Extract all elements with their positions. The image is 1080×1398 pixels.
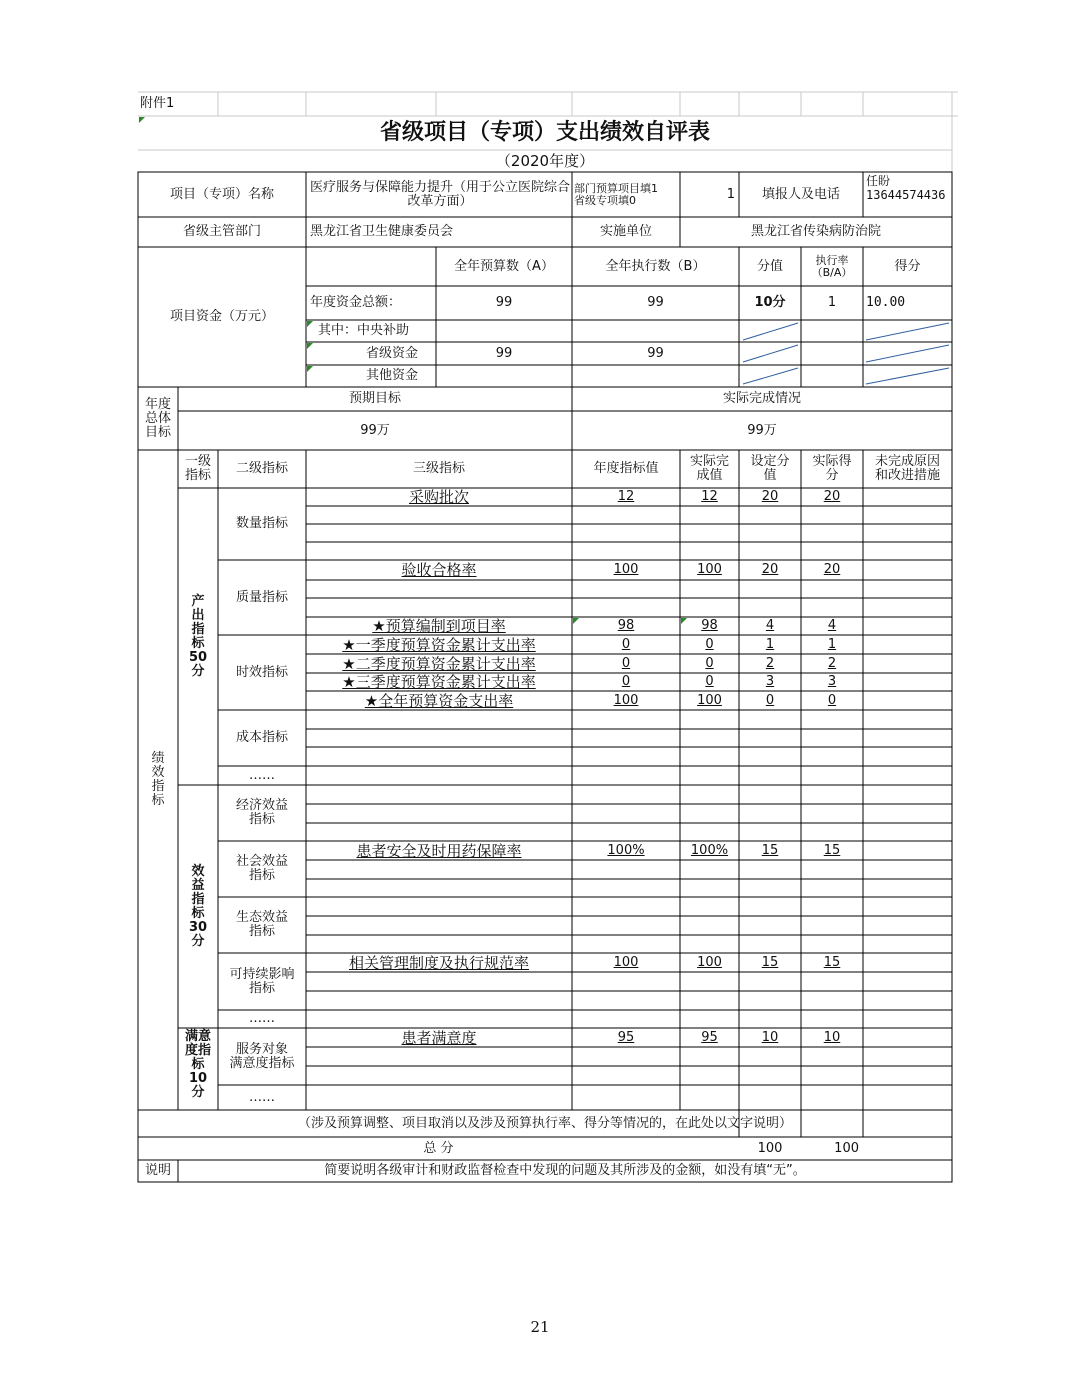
funds-header-rate: 执行率 （B/A） [811,253,853,279]
funds-rate: 1 [827,295,837,310]
year-label: （2020年度） [495,152,595,170]
metric-got-1: 20 [823,562,841,577]
metric-got-5: 3 [827,674,837,689]
funds-score-value: 10分 [754,295,786,310]
metric-set-5: 3 [765,674,775,689]
metric-set-8: 15 [761,954,779,970]
funds-row-total-b: 99 [647,295,664,310]
goal-actual-value: 99万 [747,422,777,438]
funds-header-score: 得分 [894,258,921,274]
perf-header-set: 设定分 值 [750,454,790,483]
funds-row-central-b [572,320,739,342]
attachment-label: 附件1 [140,96,175,111]
perf-header-actual: 实际完 成值 [689,454,729,483]
dept-budget-value: 1 [726,186,735,202]
level2-cost: 成本指标 [235,730,288,745]
metric-actual-2: 98 [701,618,718,633]
project-name-value: 医疗服务与保障能力提升（用于公立医院综合改革方面） [310,179,570,209]
metric-target-1: 100 [613,562,639,577]
perf-header-got: 实际得 分 [812,454,852,483]
metric-name-7: 患者安全及时用药保障率 [356,841,522,860]
funds-header-a: 全年预算数（A） [454,258,554,274]
funds-row-total-a: 99 [495,295,513,310]
funds-row-other-b [572,365,739,387]
metric-name-6: ★全年预算资金支出率 [364,691,514,710]
dept-value: 黑龙江省卫生健康委员会 [310,224,454,239]
funds-row-central-a [436,320,572,342]
metric-got-9: 10 [823,1029,841,1045]
dept-label: 省级主管部门 [182,224,261,239]
funds-row-provincial-b: 99 [647,345,664,361]
remark-value: 简要说明各级审计和财政监督检查中发现的问题及其所涉及的金额，如没有填“无”。 [324,1163,806,1178]
level2-quantity: 数量指标 [235,516,288,531]
metric-set-6: 0 [765,692,775,708]
dept-budget-label: 部门预算项目填1 省级专项填0 [574,181,658,207]
metric-actual-6: 100 [697,692,722,708]
metric-name-0: 采购批次 [408,488,469,506]
metric-set-4: 2 [765,655,775,671]
project-name-label: 项目（专项）名称 [169,186,274,202]
metric-name-9: 患者满意度 [401,1028,477,1047]
metric-got-4: 2 [827,655,837,671]
total-got: 100 [834,1140,859,1156]
level2-timeliness: 时效指标 [235,664,288,680]
metric-name-1: 验收合格率 [401,561,477,579]
metric-target-2: 98 [617,618,635,633]
metric-set-1: 20 [761,562,779,577]
funds-row-total-label: 年度资金总额： [310,295,402,310]
perf-header-target: 年度指标值 [593,461,659,476]
metric-name-8: 相关管理制度及执行规范率 [348,953,529,972]
metric-target-8: 100 [613,954,639,970]
metric-target-9: 95 [617,1029,635,1045]
funds-row-other-label: 其他资金 [366,368,419,383]
perf-header-reason: 未完成原因 和改进措施 [874,454,940,483]
perf-header-level2: 二级指标 [235,461,288,476]
level1-satisfaction: 满意 度指 标 10 分 [184,1029,211,1100]
level1-benefit: 效 益 指 标 30 分 [188,863,208,949]
funds-row-other-a [436,365,572,387]
goal-expected-label: 预期目标 [348,391,401,406]
metric-actual-7: 100% [690,842,729,858]
metric-target-0: 12 [617,489,635,504]
level2-social: 社会效益 指标 [235,854,288,883]
level2-economic: 经济效益 指标 [235,798,288,827]
level2-quality: 质量指标 [235,589,288,605]
funds-row-provincial-label: 省级资金 [366,345,419,361]
level1-output: 产 出 指 标 50 分 [188,593,208,679]
remark-label: 说明 [144,1163,171,1178]
goal-expected-value: 99万 [360,422,390,438]
metric-actual-5: 0 [705,674,714,689]
level2-sustainable: 可持续影响 指标 [229,966,295,996]
metric-got-0: 20 [823,489,841,504]
metric-set-2: 4 [765,618,775,633]
metric-got-3: 1 [827,636,837,652]
perf-header-level3: 三级指标 [412,461,465,476]
metric-name-2: ★预算编制到项目率 [372,617,506,635]
metric-actual-3: 0 [705,636,714,652]
funds-header-b: 全年执行数（B） [605,258,706,274]
metric-actual-0: 12 [701,489,718,504]
metric-actual-9: 95 [701,1029,718,1045]
level2-more-2: …… [249,1011,275,1026]
funds-header-score-value: 分值 [756,258,783,274]
perf-label: 绩 效 指 标 [151,751,165,808]
perf-header-level1: 一级 指标 [184,454,211,483]
page-number: 21 [530,1318,550,1336]
level2-ecological: 生态效益 指标 [235,910,288,939]
metric-name-3: ★一季度预算资金累计支出率 [342,635,536,654]
metric-name-4: ★二季度预算资金累计支出率 [342,654,536,673]
unit-label: 实施单位 [599,224,652,239]
level2-service-satisfaction: 服务对象 满意度指标 [229,1041,295,1071]
metric-set-0: 20 [761,489,779,504]
total-set: 100 [757,1140,783,1156]
metric-actual-1: 100 [697,562,722,577]
level2-more-1: …… [249,767,275,783]
metric-target-4: 0 [621,655,631,671]
goal-label: 年度 总体 目标 [144,396,171,440]
metric-actual-8: 100 [697,954,722,970]
metric-got-6: 0 [827,692,837,708]
funds-row-central-label: 其中：中央补助 [318,323,410,338]
metric-set-3: 1 [765,636,775,652]
page-title: 省级项目（专项）支出绩效自评表 [379,120,710,145]
metric-target-5: 0 [621,674,631,689]
filler-label: 填报人及电话 [761,186,840,202]
total-label: 总 分 [423,1140,454,1156]
funds-label: 项目资金（万元） [169,309,274,324]
unit-value: 黑龙江省传染病防治院 [750,224,881,239]
metric-set-9: 10 [761,1029,779,1045]
metric-got-8: 15 [823,954,841,970]
adjustment-note: （涉及预算调整、项目取消以及涉及预算执行率、得分等情况的，在此处以文字说明） [297,1115,792,1131]
goal-actual-label: 实际完成情况 [722,391,801,406]
metric-got-7: 15 [823,842,841,858]
level2-more-3: …… [249,1089,275,1105]
metric-target-6: 100 [613,692,639,708]
metric-name-5: ★三季度预算资金累计支出率 [342,673,536,691]
funds-row-provincial-a: 99 [495,345,513,361]
metric-actual-4: 0 [705,655,714,671]
metric-target-3: 0 [621,636,631,652]
filler-value: 任盼 13644574436 [866,174,946,202]
metric-set-7: 15 [761,842,779,858]
metric-got-2: 4 [827,618,837,633]
funds-score: 10.00 [866,295,906,310]
metric-target-7: 100% [607,842,645,858]
